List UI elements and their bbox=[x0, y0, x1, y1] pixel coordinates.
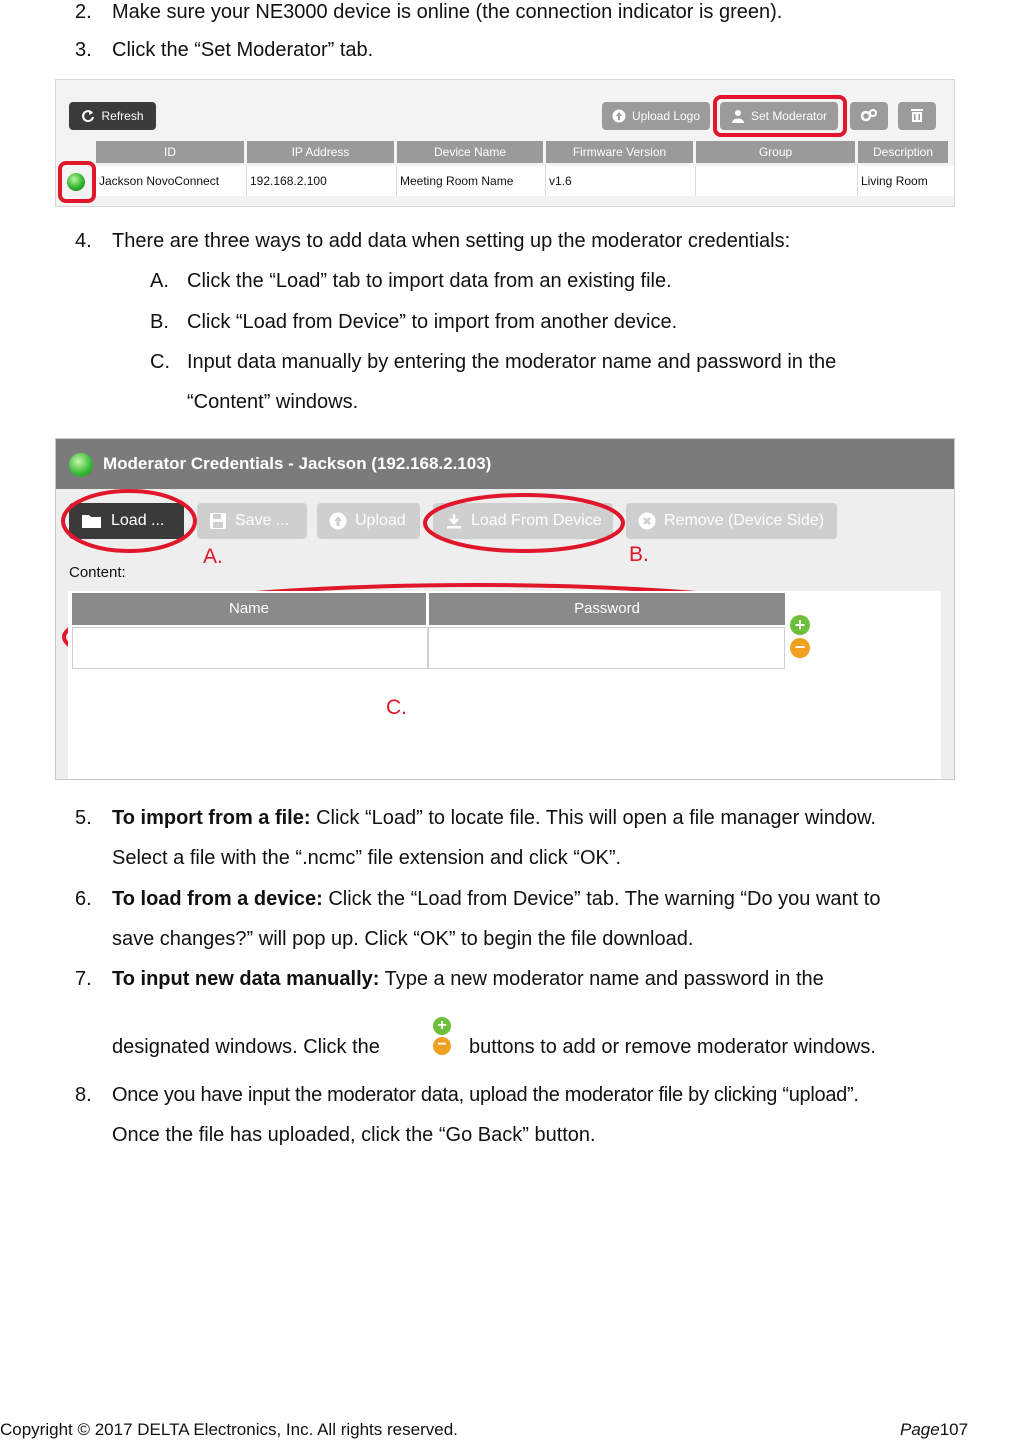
add-remove-inline-icon bbox=[433, 1017, 453, 1057]
step-5-cont: Select a file with the “.ncmc” file extension and click “OK”. bbox=[112, 847, 622, 869]
step-text: Make sure your NE3000 device is online (the connection indicator is green). bbox=[112, 1, 783, 23]
page-value: 107 bbox=[939, 1420, 969, 1439]
col-header-firmware[interactable]: Firmware Version bbox=[546, 141, 693, 163]
step-body: Click the “Load from Device” tab. The warning “Do you want to bbox=[322, 888, 881, 910]
annotation-label-b: B. bbox=[629, 543, 649, 566]
step-text bbox=[112, 967, 824, 991]
cell-firmware: v1.6 bbox=[546, 166, 696, 196]
step-number: 7. bbox=[75, 968, 92, 990]
status-indicator-highlight bbox=[58, 161, 96, 203]
step-text bbox=[112, 806, 876, 830]
cell-ip: 192.168.2.100 bbox=[247, 166, 397, 196]
remove-icon: − bbox=[433, 1037, 451, 1055]
refresh-icon bbox=[81, 109, 95, 123]
step-7-cont bbox=[112, 1035, 380, 1059]
step-number: 4. bbox=[75, 230, 92, 252]
gears-icon bbox=[860, 108, 878, 125]
step-6-cont: save changes?” will pop up. Click “OK” to begin the file download. bbox=[112, 928, 694, 950]
remove-label: Remove (Device Side) bbox=[664, 512, 825, 529]
moderator-credentials-screenshot bbox=[55, 438, 955, 780]
step-body: Type a new moderator name and password in the bbox=[379, 968, 824, 990]
page-label: Page bbox=[900, 1420, 940, 1439]
col-header-device-name[interactable]: Device Name bbox=[397, 141, 543, 163]
step-heading: To input new data manually: bbox=[112, 968, 380, 990]
step-text: Click “Load from Device” to import from another device. bbox=[187, 311, 678, 333]
col-header-group[interactable]: Group bbox=[696, 141, 855, 163]
device-list-screenshot bbox=[55, 79, 955, 207]
step-text bbox=[112, 887, 880, 911]
upload-label: Upload bbox=[355, 512, 406, 529]
step-7-cont-b: buttons to add or remove moderator windows. bbox=[469, 1036, 876, 1058]
step-number: 2. bbox=[75, 1, 92, 23]
step-text: Input data manually by entering the moderator name and password in the bbox=[187, 351, 837, 373]
step-letter: C. bbox=[150, 351, 170, 373]
window-title: Moderator Credentials - Jackson (192.168.2.103) bbox=[103, 454, 492, 473]
load-from-device-label: Load From Device bbox=[471, 512, 602, 529]
step-8-cont: Once the file has uploaded, click the “Go Back” button. bbox=[112, 1124, 596, 1146]
trash-icon bbox=[910, 107, 924, 126]
add-icon: + bbox=[433, 1017, 451, 1035]
col-header-password[interactable]: Password bbox=[429, 593, 785, 625]
step-letter: B. bbox=[150, 311, 169, 333]
col-header-id[interactable]: ID bbox=[96, 141, 244, 163]
refresh-button[interactable] bbox=[69, 102, 156, 130]
cell-device-name: Meeting Room Name bbox=[397, 166, 546, 196]
add-row-icon[interactable]: + bbox=[790, 615, 810, 635]
step-number: 5. bbox=[75, 807, 92, 829]
upload-logo-label: Upload Logo bbox=[631, 109, 701, 123]
upload-logo-button[interactable] bbox=[602, 102, 710, 130]
remove-row-icon[interactable]: − bbox=[790, 638, 810, 658]
upload-icon bbox=[612, 109, 626, 123]
load-label: Load ... bbox=[111, 512, 165, 529]
annotation-label-c: C. bbox=[386, 696, 407, 719]
password-input[interactable] bbox=[428, 627, 785, 669]
cell-group bbox=[696, 166, 858, 196]
step-body: Click “Load” to locate file. This will open a file manager window. bbox=[310, 807, 876, 829]
step-body-a: designated windows. Click the bbox=[112, 1036, 380, 1058]
step-letter: A. bbox=[150, 270, 169, 292]
page-number bbox=[900, 1418, 968, 1442]
content-label: Content: bbox=[69, 564, 126, 581]
col-header-name[interactable]: Name bbox=[72, 593, 426, 625]
step-text: Click the “Set Moderator” tab. bbox=[112, 39, 374, 61]
save-label: Save ... bbox=[235, 512, 290, 529]
step-text: Once you have input the moderator data, upload the moderator file by clicking “upload”. bbox=[112, 1084, 859, 1106]
copyright: Copyright © 2017 DELTA Electronics, Inc. All rights reserved. bbox=[0, 1420, 458, 1439]
annotation-label-a: A. bbox=[203, 545, 223, 568]
step-number: 3. bbox=[75, 39, 92, 61]
name-input[interactable] bbox=[72, 627, 428, 669]
col-header-ip[interactable]: IP Address bbox=[247, 141, 394, 163]
step-text: Click the “Load” tab to import data from an existing file. bbox=[187, 270, 672, 292]
cell-id: Jackson NovoConnect bbox=[96, 166, 247, 196]
set-moderator-label: Set Moderator bbox=[750, 109, 828, 123]
cell-description: Living Room bbox=[858, 166, 954, 196]
delete-button[interactable] bbox=[898, 102, 936, 130]
settings-button[interactable] bbox=[850, 102, 888, 130]
annotation-ring-a bbox=[63, 491, 195, 551]
step-text: There are three ways to add data when setting up the moderator credentials: bbox=[112, 230, 791, 252]
step-number: 8. bbox=[75, 1084, 92, 1106]
step-heading: To load from a device: bbox=[112, 888, 323, 910]
step-4c-cont: “Content” windows. bbox=[187, 391, 359, 413]
annotation-ring-b bbox=[425, 495, 623, 551]
refresh-label: Refresh bbox=[101, 109, 144, 123]
col-header-description[interactable]: Description bbox=[858, 141, 948, 163]
step-number: 6. bbox=[75, 888, 92, 910]
set-moderator-highlight bbox=[713, 95, 847, 137]
step-heading: To import from a file: bbox=[112, 807, 311, 829]
